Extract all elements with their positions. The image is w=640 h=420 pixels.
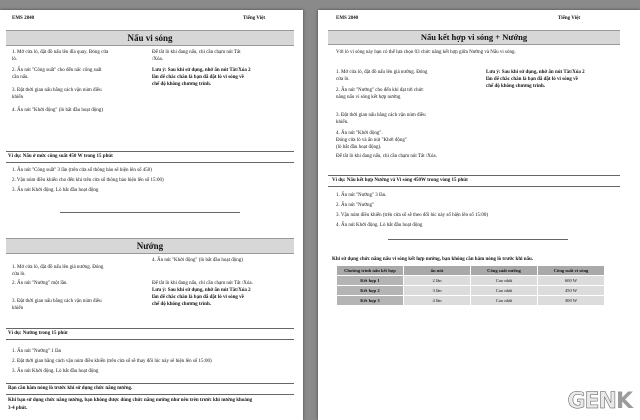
grill-step-4: 4. Ấn nút "Khởi động" (lò bắt đầu hoạt động) xyxy=(152,258,243,263)
table-cell: 600 W xyxy=(538,276,605,286)
right-header-lang: Tiếng Việt xyxy=(558,16,580,21)
table-row xyxy=(337,286,605,296)
table-cell: 300 W xyxy=(538,296,605,306)
divider xyxy=(328,186,620,187)
divider xyxy=(6,151,294,152)
combo-step-4b: Đóng cửa lò và ấn nút "Khởi động" xyxy=(336,138,407,143)
microwave-step-1b: lò. xyxy=(12,57,18,62)
combo-step-3a: 3. Đặt thời gian nấu bằng cách vặn núm điều xyxy=(336,113,426,118)
logo-text-k: K xyxy=(615,389,632,414)
combo-example-step-3: 3. Vặn núm điều khiển (trên cửa số sẽ theo đổi lúc này số hiện lên số 15:00) xyxy=(336,213,489,218)
microwave-warning-2: lần để chắc chắn là bạn đã đặt lò vi sóng về xyxy=(152,75,244,80)
divider xyxy=(6,328,294,329)
logo-text-gen: GEN xyxy=(567,389,616,414)
grill-step-2: 2. Ấn nút "Nướng" một lần. xyxy=(12,281,68,286)
left-page xyxy=(0,10,303,420)
table-cell: Kết hợp 3 xyxy=(337,296,404,306)
section-title-microwave: Nấu vi sóng xyxy=(6,30,294,46)
microwave-example-step-1: 1. Ấn nút "Công suất" 3 lần (trên cửa số thông báo sẽ hiện lên số 450) xyxy=(12,168,152,173)
divider xyxy=(6,383,294,384)
combo-example-step-4: 4. Ấn nút Khởi động. Lò bắt đầu hoạt động xyxy=(336,223,423,228)
table-cell: 450 W xyxy=(538,286,605,296)
divider xyxy=(60,212,240,213)
table-row xyxy=(337,296,605,306)
grill-step-1b: cửa lò. xyxy=(12,272,26,277)
microwave-stop-note-2: /Xóa. xyxy=(152,57,163,62)
grill-example-step-1: 1. Ấn nút "Nướng" 1 lần xyxy=(12,349,62,354)
microwave-warning-3: chế độ không chương trình. xyxy=(152,82,211,87)
grill-footer-1: Bạn cần hâm nóng lò trước khi sử dụng chức năng nướng. xyxy=(8,386,133,391)
left-header-lang: Tiếng Việt xyxy=(243,16,265,21)
table-cell: Kết hợp 1 xyxy=(337,276,404,286)
grill-warning-1: Lưu ý: Sau khi sử dụng, nhớ ấn nút Tắt/Xóa 2 xyxy=(152,288,251,293)
microwave-example-title: Ví dụ: Nấu ở mức công suất 450 W trong 15 phút xyxy=(8,154,113,159)
left-header-code: EMS 2840 xyxy=(12,16,35,21)
microwave-stop-note-1: Để tắt lò khi đang nấu, chỉ cần chạm nút Tắt xyxy=(152,50,241,55)
combo-step-3b: khiển. xyxy=(336,120,349,125)
grill-warning-2: lần để chắc chắn là bạn đã đặt lò vi sóng về xyxy=(152,295,244,300)
combo-step-1b: cửa lò. xyxy=(336,77,350,82)
microwave-step-2b: cần nấu. xyxy=(12,75,29,80)
section-title-grill: Nướng xyxy=(6,238,294,254)
combo-step-2b: năng nấu vi sóng kết hợp nướng xyxy=(336,95,401,100)
divider xyxy=(6,162,294,163)
right-page xyxy=(318,10,640,420)
microwave-example-step-3: 3. Ấn nút Khởi động. Lò bắt đầu hoạt động xyxy=(12,188,99,193)
section-title-combo: Nấu kết hợp vi sóng + Nướng xyxy=(328,30,620,45)
combo-warning-1: Lưu ý: Sau khi sử dụng, nhớ ấn nút Tắt/Xóa 2 xyxy=(486,70,585,75)
right-header-code: EMS 2840 xyxy=(336,16,359,21)
combo-step-4c: (lò bắt đầu hoạt động). xyxy=(336,145,382,150)
microwave-step-3b: khiển xyxy=(12,95,24,100)
combo-warning-2: lần để chắc chắn là bạn đã đặt lò vi sóng về xyxy=(486,77,578,82)
table-cell: 4 lần xyxy=(404,296,471,306)
combo-example-title: Ví dụ: Nấu kết hợp Nướng và Vi sóng 450W trong vòng 15 phút xyxy=(332,178,468,183)
microwave-step-1a: 1. Mở cửa lò, đặt đồ nấu lên đĩa quay. Đóng cửa xyxy=(12,50,109,55)
table-cell: Cao nhất xyxy=(471,276,538,286)
combo-intro: Với lò vi sóng này bạn có thể lựa chọn 03 chức năng kết hợp giữa Nướng và Nấu vi sóng. xyxy=(336,50,516,55)
table-row xyxy=(337,276,605,286)
combo-example-step-1: 1. Ấn nút "Nướng" 3 lần. xyxy=(336,193,387,198)
combo-step-4: 4. Ấn nút "Khởi động". xyxy=(336,131,383,136)
microwave-step-3a: 3. Đặt thời gian nấu bằng cách vặn núm điều xyxy=(12,88,102,93)
divider xyxy=(6,394,294,395)
table-header: Công suất vi sóng xyxy=(538,266,605,276)
table-header: Công suất nướng xyxy=(471,266,538,276)
divider xyxy=(388,239,568,240)
table-cell: Cao nhất xyxy=(471,286,538,296)
divider xyxy=(328,175,620,176)
divider xyxy=(6,339,294,340)
combo-note: Khi sử dụng chức năng nấu vi sóng kết hợp nướng, bạn không cần hâm nóng lò trước khi nấu. xyxy=(332,257,534,262)
microwave-step-2a: 2. Ấn nút "Công suất" cho đến nấc công suất xyxy=(12,68,102,73)
combo-warning-3: chế độ không chương trình. xyxy=(486,84,545,89)
table-cell: Kết hợp 2 xyxy=(337,286,404,296)
grill-example-step-2: 2. Đặt thời gian bằng cách vặn núm điều khiển (trên cửa số sẽ thay đổi lúc này sẽ hiện lên số 15:00) xyxy=(12,359,212,364)
table-cell: 3 lần xyxy=(404,286,471,296)
grill-step-1a: 1. Mở cửa lò, đặt đồ nấu lên giá nướng. Đóng xyxy=(12,265,104,270)
combo-step-2a: 2. Ấn nút "Nướng" cho đến khi đạt tới chức xyxy=(336,88,424,93)
grill-footer-3: 3-4 phút. xyxy=(8,406,28,411)
genk-watermark-logo xyxy=(567,389,632,414)
microwave-example-step-2: 2. Vặn núm điều khiển cho đến khi trên cửa số thông báo hiện lên số 15:00) xyxy=(12,178,164,183)
table-header: Chương trình nấu kết hợp xyxy=(337,266,404,276)
table-cell: Cao nhất xyxy=(471,296,538,306)
grill-stop-note: Để tắt lò khi đang nấu, chỉ cần chạm nút Tắt /Xóa. xyxy=(152,281,253,286)
grill-step-3b: khiển xyxy=(12,306,24,311)
grill-step-3a: 3. Đặt thời gian nấu bằng cách vặn núm điều xyxy=(12,299,102,304)
grill-example-step-3: 3. Ấn nút Khởi động. Lò bắt đầu hoạt động xyxy=(12,369,99,374)
combo-step-1a: 1. Mở cửa lò, đặt đồ nấu lên giá nướng. Đóng xyxy=(336,70,428,75)
combo-stop-note: Để tắt lò khi đang nấu, chỉ cần chạm nút Tắt /Xóa. xyxy=(336,154,437,159)
table-cell: 2 lần xyxy=(404,276,471,286)
grill-example-title: Ví dụ: Nướng trong 15 phút xyxy=(8,331,68,336)
grill-warning-3: chế độ không chương trình. xyxy=(152,302,211,307)
microwave-step-4: 4. Ấn nút "Khởi động" (lò bắt đầu hoạt động) xyxy=(12,108,103,113)
combo-program-table xyxy=(336,265,605,306)
microwave-warning-1: Lưu ý: Sau khi sử dụng, nhớ ấn nút Tắt/Xóa 2 xyxy=(152,68,251,73)
table-header: ấn nút xyxy=(404,266,471,276)
grill-footer-2: Khi bạn sử dụng chức năng nướng, bạn không được dùng chức năng nướng như nêu trên trước khi nướng khoảng xyxy=(8,398,253,403)
combo-example-step-2: 2. Ấn nút "Nướng" xyxy=(336,203,375,208)
